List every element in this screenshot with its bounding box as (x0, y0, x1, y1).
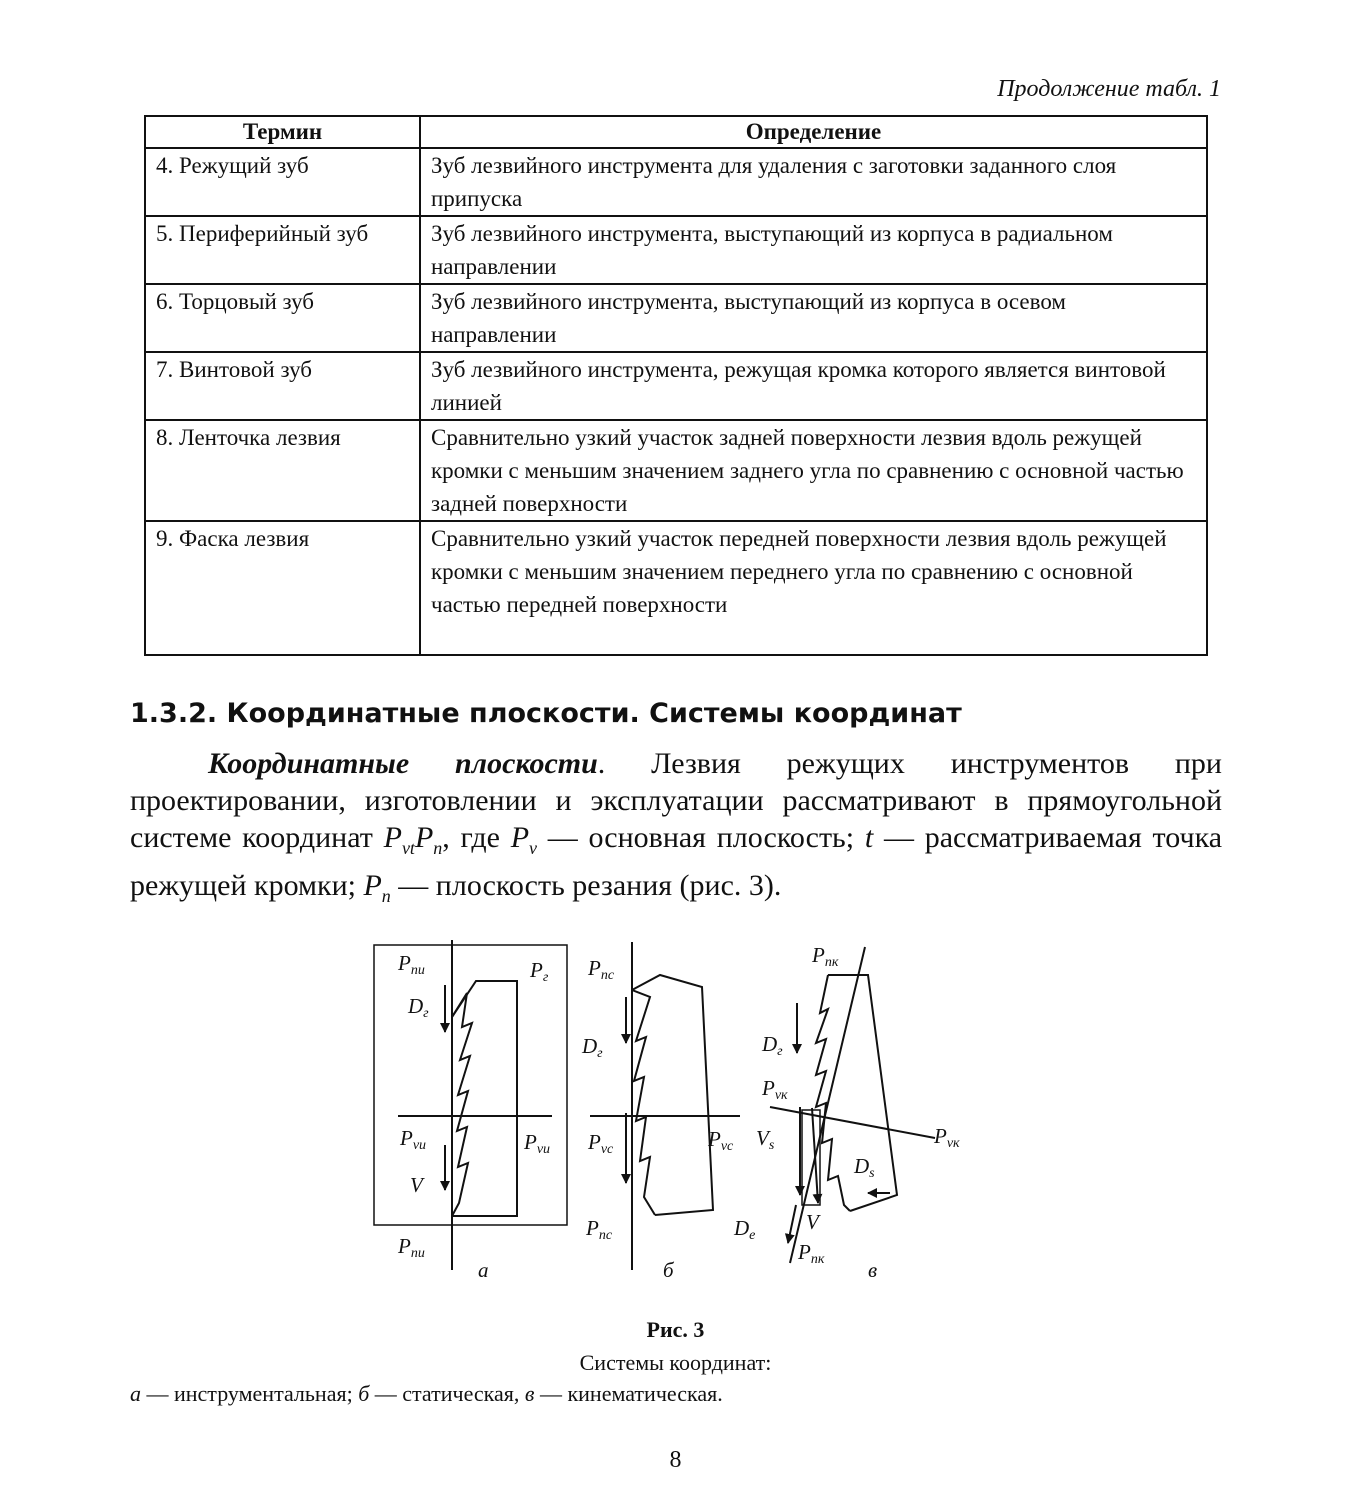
subfigure-letter-a: а (478, 1258, 489, 1282)
label-pr: Pг (530, 958, 549, 985)
label-pvk: Pvк (762, 1076, 788, 1103)
section-title: 1.3.2. Координатные плоскости. Системы координат (130, 698, 962, 729)
page-number: 8 (669, 1447, 682, 1473)
header-term: Термин (145, 116, 420, 148)
term-cell: 4. Режущий зуб (145, 148, 420, 216)
paragraph-text: , где (442, 821, 511, 854)
definition-cell: Зуб лезвийного инструмента для удаления с заготовки заданного слоя припуска (420, 148, 1207, 216)
definition-cell: Сравнительно узкий участок передней поверхности лезвия вдоль режущей кромки с меньшим значением переднего угла по сравнению с основной частью передней поверхности (420, 521, 1207, 655)
table-header-row (145, 116, 1207, 148)
label-pv-left: Pvи (400, 1126, 427, 1153)
term-cell: 8. Ленточка лезвия (145, 420, 420, 521)
legend-text: — статическая, (369, 1381, 525, 1406)
label-pnk: Pnк (798, 1240, 825, 1267)
label-de: De (734, 1216, 756, 1243)
definition-cell: Зуб лезвийного инструмента, выступающий из корпуса в радиальном направлении (420, 216, 1207, 284)
symbol-sub: n (381, 886, 391, 906)
table-continuation-label: Продолжение табл. 1 (997, 76, 1221, 102)
label-pv-left: Pvс (588, 1130, 614, 1157)
body-paragraph (130, 745, 1222, 915)
legend-letter: а (130, 1381, 141, 1406)
label-pv-right: Pvи (524, 1130, 551, 1157)
label-pn-top: Pnк (812, 943, 839, 970)
table-row (145, 216, 1207, 284)
paragraph-text: — основная плоскость; (537, 821, 865, 854)
symbol: P (363, 869, 382, 902)
term-cell: 7. Винтовой зуб (145, 352, 420, 420)
label-d: Dг (408, 994, 429, 1021)
tool-teeth (632, 990, 655, 1215)
subfigure-letter-b: б (663, 1258, 674, 1282)
label-d: Dг (762, 1032, 783, 1059)
figure-legend (130, 1381, 723, 1407)
label-pn-top: Pnс (588, 956, 615, 983)
paragraph-lead: Координатные плоскости (208, 747, 598, 780)
subfigure-letter-c: в (868, 1258, 878, 1282)
symbol-sub: n (433, 838, 443, 858)
table-row (145, 521, 1207, 655)
arrow-de (788, 1205, 796, 1243)
term-cell: 9. Фаска лезвия (145, 521, 420, 655)
label-vs: Vs (756, 1126, 775, 1153)
figure-coordinate-systems (360, 935, 1000, 1290)
table-row (145, 420, 1207, 521)
plane-line (790, 947, 865, 1263)
definition-cell: Сравнительно узкий участок задней поверхности лезвия вдоль режущей кромки с меньшим значением заднего угла по сравнению с основной частью задней поверхности (420, 420, 1207, 521)
label-d: Dг (582, 1034, 603, 1061)
tool-teeth (452, 993, 472, 1216)
table-row (145, 148, 1207, 216)
label-ds: Ds (854, 1154, 875, 1181)
paragraph-text: . Лезвия режущих инструментов при проектировании, изготовлении и эксплуатации рассматривают в прямоугольной системе координат (130, 747, 1222, 854)
label-pn-bottom: Pnи (398, 1234, 425, 1261)
symbol-sub: vt (401, 838, 415, 858)
paragraph-text: — рассматриваемая точка режущей кромки; (130, 821, 1223, 902)
arrow-vs (812, 1108, 818, 1203)
header-definition: Определение (420, 116, 1207, 148)
label-pn-top: Pnи (398, 951, 425, 978)
figure-title: Рис. 3 (646, 1317, 705, 1342)
legend-text: — кинематическая. (534, 1381, 723, 1406)
definition-cell: Зуб лезвийного инструмента, режущая кромка которого является винтовой линией (420, 352, 1207, 420)
symbol: t (864, 821, 874, 854)
symbol: P (414, 821, 434, 854)
plane-line (770, 1107, 935, 1138)
tool-outline (452, 981, 517, 1216)
tool-teeth (816, 975, 850, 1211)
label-pn-bottom: Pnс (586, 1216, 613, 1243)
label-v: V (410, 1173, 423, 1197)
symbol-sub: v (529, 838, 538, 858)
symbol: P (383, 821, 402, 854)
table-row (145, 352, 1207, 420)
label-pvk-right: Pvк (934, 1124, 960, 1151)
table-row (145, 284, 1207, 352)
legend-text: — инструментальная; (141, 1381, 359, 1406)
legend-letter: в (524, 1381, 535, 1406)
figure-drawing (360, 935, 1000, 1290)
figure-caption: Системы координат: (579, 1350, 772, 1375)
definition-cell: Зуб лезвийного инструмента, выступающий из корпуса в осевом направлении (420, 284, 1207, 352)
label-pv-right: Pvс (708, 1127, 734, 1154)
paragraph-text: — плоскость резания (рис. 3). (390, 869, 782, 902)
term-cell: 6. Торцовый зуб (145, 284, 420, 352)
terms-table (144, 115, 1208, 656)
symbol: P (510, 821, 530, 854)
legend-letter: б (358, 1381, 370, 1406)
label-v: V (806, 1210, 819, 1234)
term-cell: 5. Периферийный зуб (145, 216, 420, 284)
frame-a (374, 945, 567, 1225)
tool-outline (632, 975, 713, 1215)
